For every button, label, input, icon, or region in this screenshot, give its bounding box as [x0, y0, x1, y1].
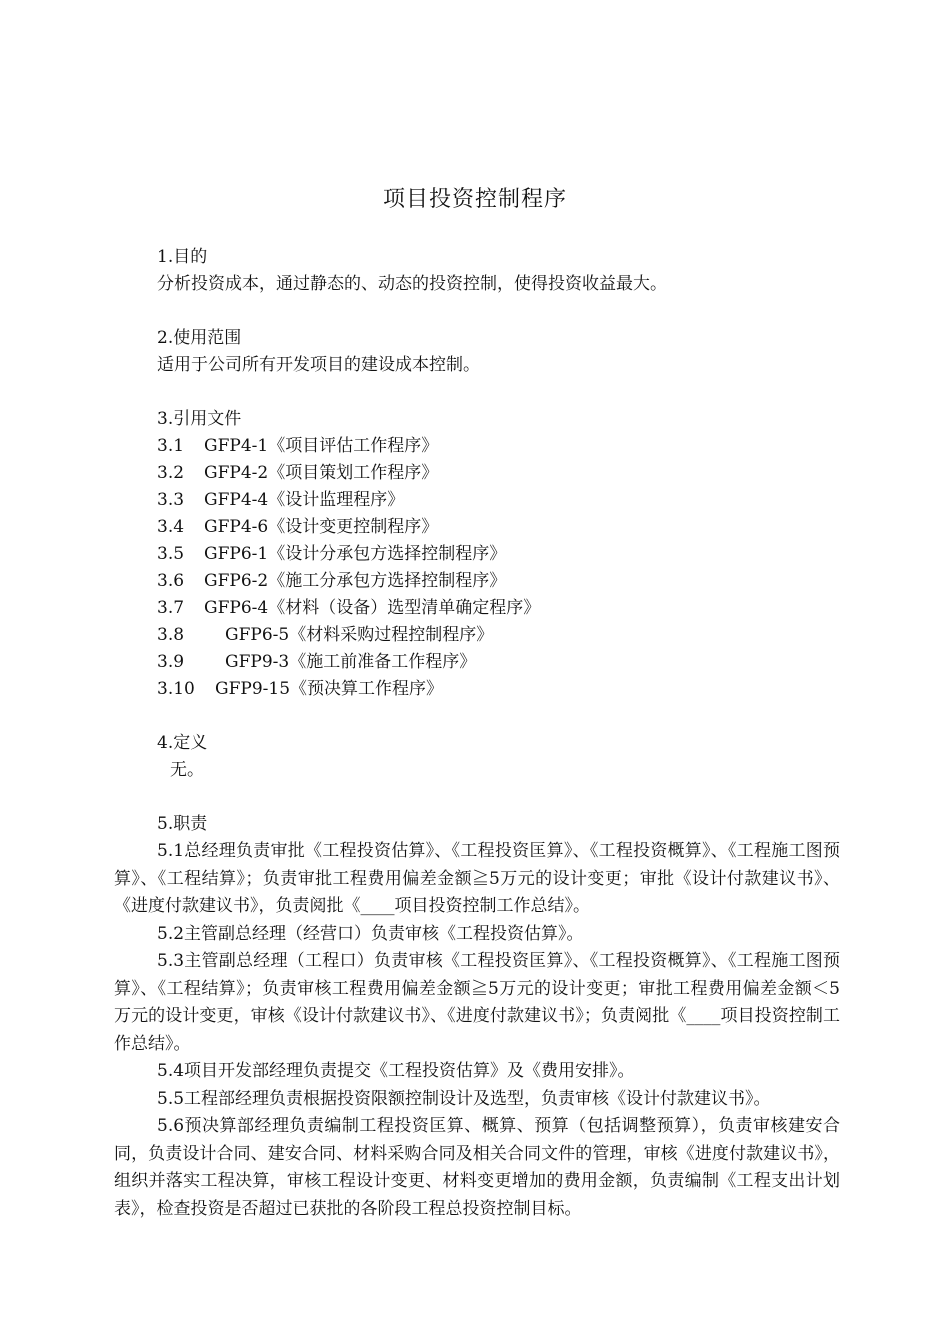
spacer — [114, 784, 840, 811]
reference-text: GFP6-4《材料（设备）选型清单确定程序》 — [204, 598, 541, 618]
section-definitions-body: 无。 — [170, 760, 204, 780]
reference-text: GFP9-15《预决算工作程序》 — [215, 679, 444, 699]
reference-text: GFP6-2《施工分承包方选择控制程序》 — [204, 571, 507, 591]
section-definitions-heading: 4.定义 — [157, 733, 208, 753]
reference-text: GFP6-1《设计分承包方选择控制程序》 — [204, 544, 507, 564]
reference-item — [114, 649, 840, 676]
reference-number: 3.7 — [157, 598, 185, 618]
reference-item — [114, 595, 840, 622]
section-purpose-heading: 1.目的 — [157, 247, 208, 267]
reference-item — [114, 487, 840, 514]
reference-item — [114, 514, 840, 541]
reference-number: 3.4 — [157, 517, 185, 537]
duty-paragraph: 5.5工程部经理负责根据投资限额控制设计及选型，负责审核《设计付款建议书》。 — [157, 1088, 771, 1109]
duty-paragraph: 5.1总经理负责审批《工程投资估算》、《工程投资匡算》、《工程投资概算》、《工程施工图预算》、《工程结算》；负责审批工程费用偏差金额≧5万元的设计变更；审批《设计付款建议书》、《进度付款建议书》，负责阅批《____项目投资控制工作总结》。 — [114, 841, 840, 916]
duty-paragraph: 5.2主管副总经理（经营口）负责审核《工程投资估算》。 — [157, 923, 584, 944]
spacer — [114, 298, 840, 325]
reference-number: 3.8 — [157, 625, 185, 645]
reference-item — [114, 676, 840, 703]
reference-item — [114, 541, 840, 568]
reference-item — [114, 568, 840, 595]
section-references-heading: 3.引用文件 — [157, 409, 242, 429]
reference-number: 3.9 — [157, 652, 185, 672]
reference-item — [114, 433, 840, 460]
reference-text: GFP6-5《材料采购过程控制程序》 — [225, 625, 494, 645]
section-duties-heading: 5.职责 — [157, 814, 208, 834]
reference-item — [114, 460, 840, 487]
duty-paragraph: 5.3主管副总经理（工程口）负责审核《工程投资匡算》、《工程投资概算》、《工程施工图预算》、《工程结算》；负责审核工程费用偏差金额≧5万元的设计变更；审批工程费用偏差金额＜5万元的设计变更，审核《设计付款建议书》、《进度付款建议书》；负责阅批《____项目投资控制工作总结》。 — [114, 951, 840, 1054]
document-body — [114, 244, 840, 1223]
document-title: 项目投资控制程序 — [382, 187, 567, 212]
reference-text: GFP9-3《施工前准备工作程序》 — [225, 652, 477, 672]
spacer — [114, 379, 840, 406]
spacer — [114, 703, 840, 730]
reference-text: GFP4-1《项目评估工作程序》 — [204, 436, 439, 456]
duty-paragraph: 5.4项目开发部经理负责提交《工程投资估算》及《费用安排》。 — [157, 1061, 635, 1081]
reference-text: GFP4-6《设计变更控制程序》 — [204, 517, 439, 537]
reference-item — [114, 622, 840, 649]
reference-number: 3.5 — [157, 544, 185, 564]
reference-number: 3.1 — [157, 436, 185, 456]
section-scope-body: 适用于公司所有开发项目的建设成本控制。 — [157, 355, 480, 375]
section-purpose-body: 分析投资成本，通过静态的、动态的投资控制，使得投资收益最大。 — [157, 274, 667, 294]
reference-number: 3.6 — [157, 571, 185, 591]
section-scope-heading: 2.使用范围 — [157, 328, 242, 348]
reference-text: GFP4-2《项目策划工作程序》 — [204, 463, 439, 483]
reference-number: 3.2 — [157, 463, 185, 483]
reference-text: GFP4-4《设计监理程序》 — [204, 490, 405, 510]
reference-number: 3.3 — [157, 490, 185, 510]
duty-paragraph: 5.6预决算部经理负责编制工程投资匡算、概算、预算（包括调整预算），负责审核建安合同，负责设计合同、建安合同、材料采购合同及相关合同文件的管理，审核《进度付款建议书》，组织并落实工程决算，审核工程设计变更、材料变更增加的费用金额，负责编制《工程支出计划表》，检查投资是否超过已获批的各阶段工程总投资控制目标。 — [114, 1116, 840, 1219]
reference-number: 3.10 — [157, 679, 195, 699]
